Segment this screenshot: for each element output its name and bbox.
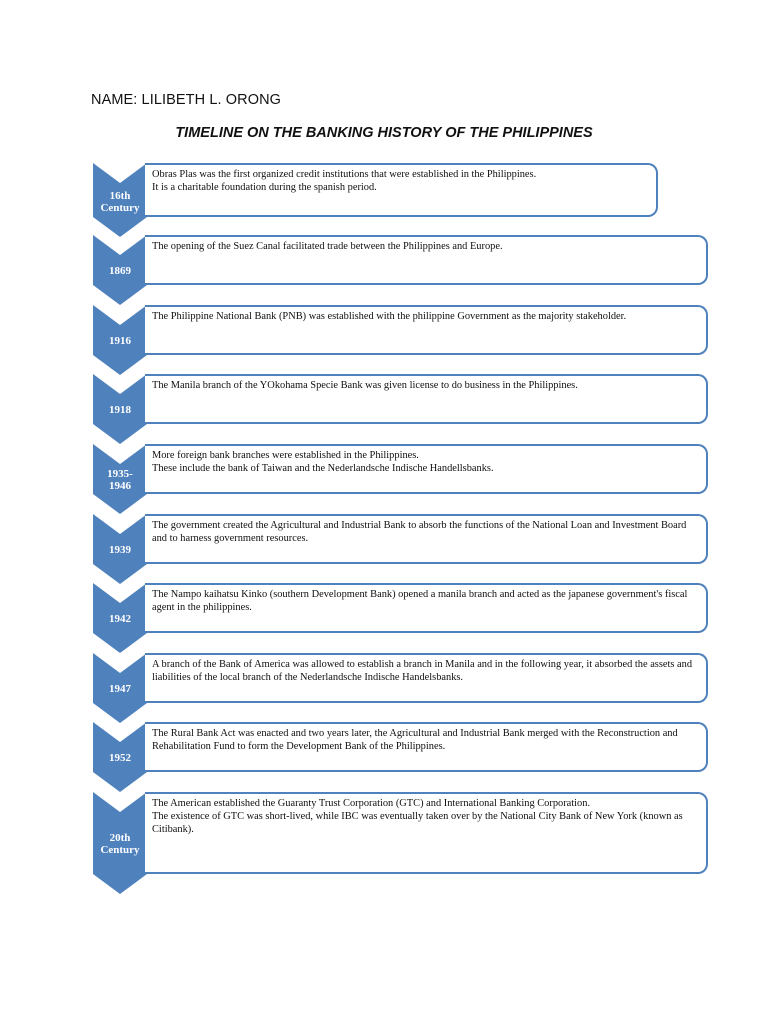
timeline-date: 1935- 1946 [107,468,133,492]
timeline-event-text: A branch of the Bank of America was allowed to establish a branch in Manila and in the following year, it absorbed the assets and liabilities of the local branch of the Nederlandsche Indische Handelsbanks. [145,653,708,703]
timeline-event-text: The Philippine National Bank (PNB) was established with the philippine Government as the majority stakeholder. [145,305,708,355]
timeline-entry [0,514,768,584]
timeline-event-text: The opening of the Suez Canal facilitated trade between the Philippines and Europe. [145,235,708,285]
timeline-date: 1869 [109,265,131,277]
timeline-event-text: The government created the Agricultural and Industrial Bank to absorb the functions of the National Loan and Investment Board and to harness government resources. [145,514,708,564]
timeline-entry [0,305,768,375]
timeline-entry [0,374,768,444]
timeline-event-text: The Manila branch of the YOkohama Specie Bank was given license to do business in the Philippines. [145,374,708,424]
student-name: NAME: LILIBETH L. ORONG [91,92,282,108]
timeline-date: 16th Century [100,190,140,214]
timeline-event-text: The Nampo kaihatsu Kinko (southern Development Bank) opened a manila branch and acted as the japanese government's fiscal agent in the philippines. [145,583,708,633]
timeline-entry [0,444,768,514]
timeline-event-text: The American established the Guaranty Trust Corporation (GTC) and International Banking Corporation. The existence of GTC was short-lived, while IBC was eventually taken over by the National City Bank of New York (known as Citibank). [145,792,708,874]
timeline-entry [0,653,768,723]
timeline-date: 1952 [109,752,131,764]
timeline-entry [0,792,768,894]
timeline-event-text: Obras Plas was the first organized credit institutions that were established in the Philippines. It is a charitable foundation during the spanish period. [145,163,658,217]
timeline-date: 1916 [109,335,131,347]
timeline-entry [0,722,768,792]
timeline-entry [0,583,768,653]
timeline-date: 1942 [109,613,131,625]
timeline-event-text: More foreign bank branches were established in the Philippines. These include the bank of Taiwan and the Nederlandsche Indische Handellsbanks. [145,444,708,494]
timeline-event-text: The Rural Bank Act was enacted and two years later, the Agricultural and Industrial Bank merged with the Reconstruction and Rehabilitation Fund to form the Development Bank of the Philippines. [145,722,708,772]
timeline-date: 20th Century [100,832,140,856]
timeline-date: 1918 [109,404,131,416]
document-title: TIMELINE ON THE BANKING HISTORY OF THE PHILIPPINES [175,125,593,141]
timeline-entry [0,235,768,305]
timeline-date: 1947 [109,683,131,695]
timeline-date: 1939 [109,544,131,556]
timeline-entry [0,163,768,237]
